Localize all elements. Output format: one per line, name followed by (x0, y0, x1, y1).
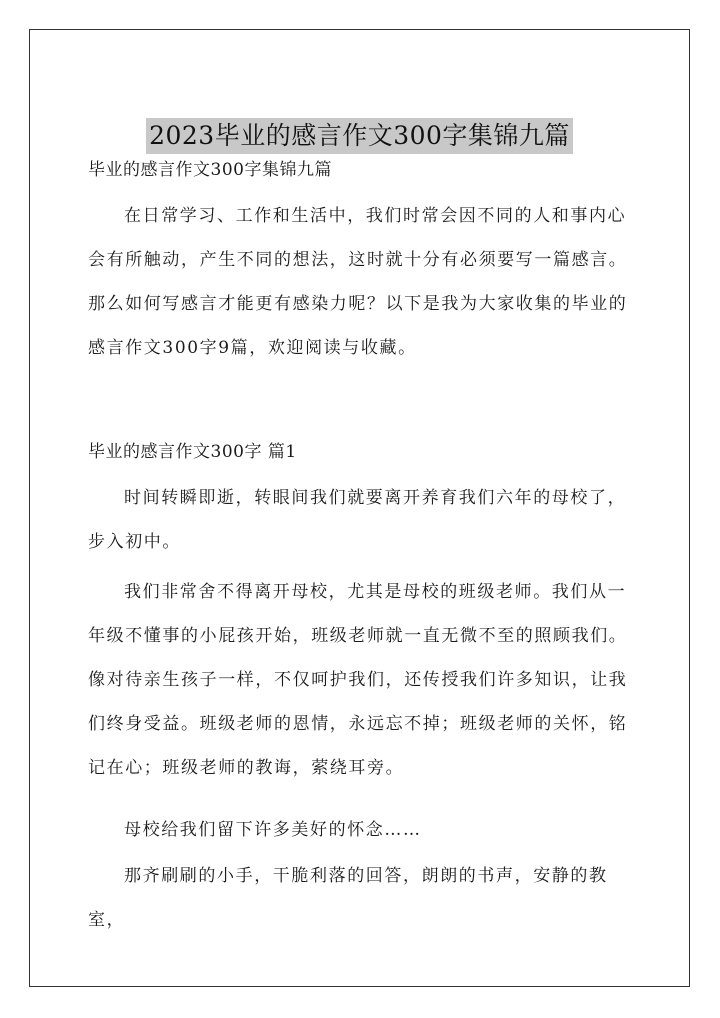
body-paragraph-3: 母校给我们留下许多美好的怀念…… (124, 820, 422, 840)
section-heading: 毕业的感言作文300字 篇1 (88, 442, 297, 462)
body-paragraph-4: 那齐刷刷的小手，干脆利落的回答，朗朗的书声，安静的教室， (88, 866, 608, 930)
title-container (30, 118, 689, 154)
page-frame (29, 29, 690, 987)
body-paragraph-2: 我们非常舍不得离开母校，尤其是母校的班级老师。我们从一年级不懂事的小屁孩开始，班级老师就一直无微不至的照顾我们。像对待亲生孩子一样，不仅呵护我们，还传授我们许多知识，让我们终身受益。班级老师的恩情，永远忘不掉；班级老师的关怀，铭记在心；班级老师的教诲，萦绕耳旁。 (88, 582, 628, 778)
intro-paragraph: 在日常学习、工作和生活中，我们时常会因不同的人和事内心会有所触动，产生不同的想法，这时就十分有必须要写一篇感言。那么如何写感言才能更有感染力呢？以下是我为大家收集的毕业的感言作文300字9篇，欢迎阅读与收藏。 (88, 206, 628, 358)
document-subtitle: 毕业的感言作文300字集锦九篇 (88, 160, 332, 180)
document-title: 2023毕业的感言作文300字集锦九篇 (146, 118, 573, 154)
body-paragraph-1: 时间转瞬即逝，转眼间我们就要离开养育我们六年的母校了，步入初中。 (88, 488, 627, 552)
